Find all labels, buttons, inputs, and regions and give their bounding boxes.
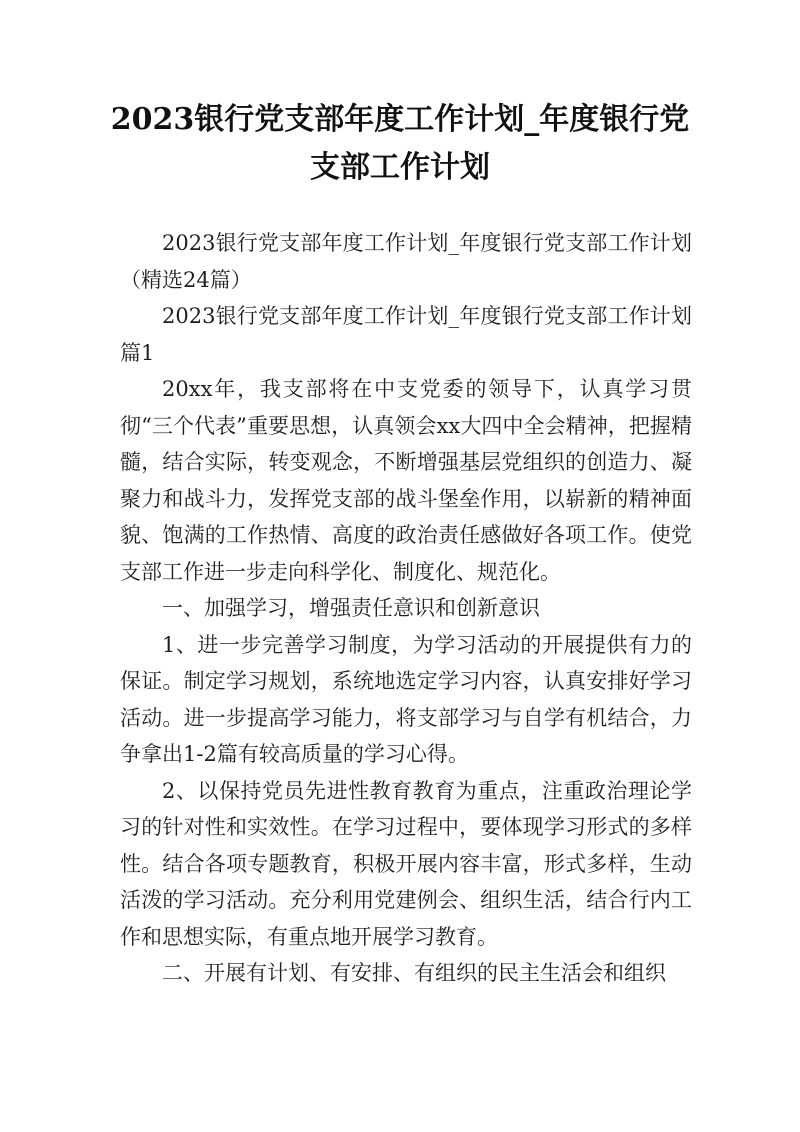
paragraph-intro: 20xx年，我支部将在中支党委的领导下，认真学习贯彻“三个代表”重要思想，认真领会xx大四中全会精神，把握精髓，结合实际，转变观念，不断增强基层党组织的创造力、凝聚力和战斗力，发挥党支部的战斗堡垒作用，以崭新的精神面貌、饱满的工作热情、高度的政治责任感做好各项工作。使党支部工作进一步走向科学化、制度化、规范化。 xyxy=(120,377,692,584)
paragraph-heading-1: 一、加强学习，增强责任意识和创新意识 xyxy=(162,596,540,620)
document-body xyxy=(120,225,692,992)
document-title: 2023银行党支部年度工作计划_年度银行党支部工作计划 xyxy=(110,102,690,185)
paragraph-heading-2: 二、开展有计划、有安排、有组织的民主生活会和组织 xyxy=(162,961,666,985)
paragraph-section-heading: 2023银行党支部年度工作计划_年度银行党支部工作计划 篇1 xyxy=(120,304,692,365)
paragraph-item-1: 1、进一步完善学习制度，为学习活动的开展提供有力的保证。制定学习规划，系统地选定学习内容，认真安排好学习活动。进一步提高学习能力，将支部学习与自学有机结合，力争拿出1-2篇有较高质量的学习心得。 xyxy=(120,632,692,766)
paragraph-subtitle: 2023银行党支部年度工作计划_年度银行党支部工作计划（精选24篇） xyxy=(120,231,692,292)
paragraph-item-2: 2、以保持党员先进性教育教育为重点，注重政治理论学习的针对性和实效性。在学习过程中，要体现学习形式的多样性。结合各项专题教育，积极开展内容丰富，形式多样，生动活泼的学习活动。充分利用党建例会、组织生活，结合行内工作和思想实际，有重点地开展学习教育。 xyxy=(120,778,692,949)
